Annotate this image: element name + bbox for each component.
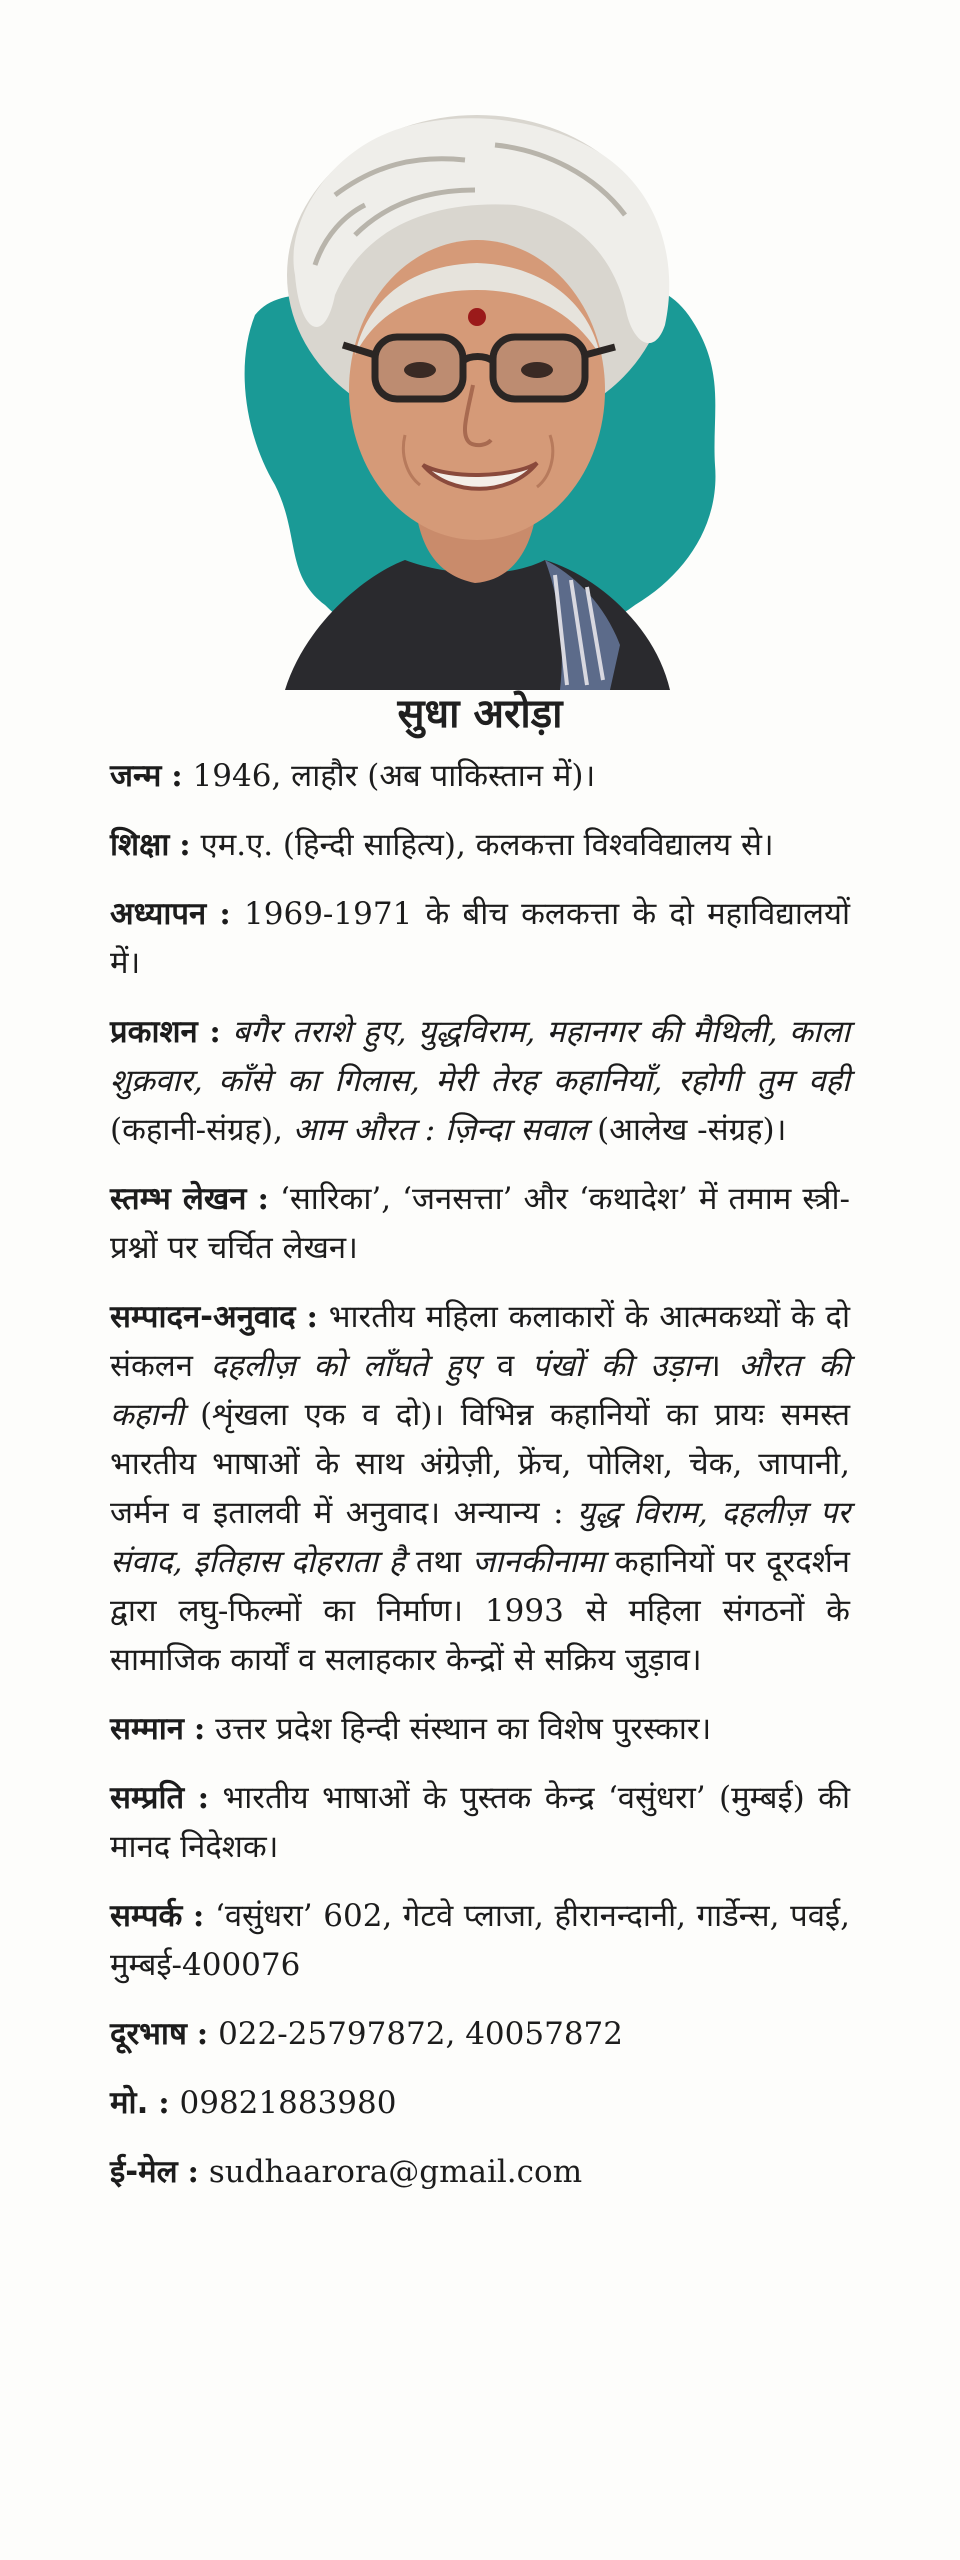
editing-title-3: औरत की कहानी — [110, 1348, 850, 1433]
entry-current — [110, 1774, 850, 1872]
current-text: भारतीय भाषाओं के पुस्तक केन्द्र ‘वसुंधरा’ (मुम्बई) की मानद निदेशक। — [110, 1780, 851, 1865]
separator: : — [209, 1014, 221, 1050]
email-address[interactable]: sudhaarora@gmail.com — [208, 2154, 583, 2190]
author-name: सुधा अरोड़ा — [397, 691, 563, 737]
entry-mobile — [110, 2079, 850, 2128]
separator: : — [179, 827, 191, 863]
label-email: ई-मेल — [110, 2154, 178, 2190]
entry-contact — [110, 1892, 850, 1990]
label-mobile: मो. — [110, 2085, 149, 2121]
separator: : — [257, 1181, 269, 1217]
mobile-number: 09821883980 — [179, 2085, 397, 2121]
publications-essay-note: (आलेख -संग्रह)। — [597, 1112, 787, 1148]
entry-publications — [110, 1008, 850, 1155]
separator: : — [219, 896, 231, 932]
education-text: एम.ए. (हिन्दी साहित्य), कलकत्ता विश्वविद्यालय से। — [200, 827, 774, 863]
editing-title-1: दहलीज़ को लाँघते हुए — [210, 1348, 480, 1384]
separator: : — [197, 1780, 210, 1816]
contact-address: ‘वसुंधरा’ 602, गेटवे प्लाजा, हीरानन्दानी, गार्डेन्स, पवई, मुम्बई-400076 — [110, 1898, 851, 1983]
birth-text: 1946, लाहौर (अब पाकिस्तान में)। — [192, 758, 596, 794]
editing-title-2: पंखों की उड़ान — [531, 1348, 709, 1384]
entry-honor — [110, 1705, 850, 1754]
phone-numbers: 022-25797872, 40057872 — [218, 2016, 623, 2052]
label-column: स्तम्भ लेखन — [110, 1181, 247, 1217]
editing-title-5: जानकीनामा — [472, 1544, 604, 1580]
entry-phone — [110, 2010, 850, 2059]
entry-education — [110, 821, 850, 870]
separator: : — [193, 1711, 206, 1747]
entry-teaching — [110, 890, 850, 988]
teaching-text: 1969-1971 के बीच कलकत्ता के दो महाविद्यालयों में। — [110, 896, 850, 981]
separator: : — [192, 1898, 205, 1934]
label-contact: सम्पर्क — [110, 1898, 183, 1934]
label-birth: जन्म — [110, 758, 162, 794]
editing-text-5: तथा — [415, 1544, 462, 1580]
label-editing: सम्पादन-अनुवाद — [110, 1299, 296, 1335]
label-education: शिक्षा — [110, 827, 170, 863]
publications-essay-title: आम औरत : ज़िन्दा सवाल — [292, 1112, 588, 1148]
editing-text-1: भारतीय महिला कलाकारों के आत्मकथ्यों के दो संकलन — [110, 1299, 850, 1384]
editing-text-4: (शृंखला एक व दो)। विभिन्न कहानियों का प्रायः समस्त भारतीय भाषाओं के साथ अंग्रेज़ी, फ्रेंच, पोलिश, चेक, जापानी, जर्मन व इतालवी में अनुवाद। अन्यान्य : — [110, 1397, 850, 1531]
bindi — [468, 308, 486, 326]
honor-text: उत्तर प्रदेश हिन्दी संस्थान का विशेष पुरस्कार। — [215, 1711, 712, 1747]
editing-text-2: व — [496, 1348, 515, 1384]
publications-story-note: (कहानी-संग्रह), — [110, 1112, 283, 1148]
label-current: सम्प्रति — [110, 1780, 185, 1816]
bio-section — [110, 752, 850, 2217]
entry-email — [110, 2148, 850, 2197]
separator: : — [171, 758, 183, 794]
editing-title-4: युद्ध विराम, दहलीज़ पर संवाद, इतिहास दोहराता है — [110, 1495, 851, 1580]
separator: : — [196, 2016, 209, 2052]
editing-text-3: । — [708, 1348, 721, 1384]
column-text: ‘सारिका’, ‘जनसत्ता’ और ‘कथादेश’ में तमाम स्त्री-प्रश्नों पर चर्चित लेखन। — [110, 1181, 851, 1266]
editing-text-6: कहानियों पर दूरदर्शन द्वारा लघु-फिल्मों का निर्माण। 1993 से महिला संगठनों के सामाजिक कार्यों व सलाहकार केन्द्रों से सक्रिय जुड़ाव। — [110, 1544, 851, 1678]
entry-editing — [110, 1293, 850, 1685]
author-portrait — [215, 105, 730, 690]
separator: : — [158, 2085, 170, 2121]
separator: : — [187, 2154, 199, 2190]
entry-birth — [110, 752, 850, 801]
label-honor: सम्मान — [110, 1711, 184, 1747]
separator: : — [306, 1299, 318, 1335]
label-teaching: अध्यापन — [110, 896, 207, 932]
publications-story-titles: बगैर तराशे हुए, युद्धविराम, महानगर की मैथिली, काला शुक्रवार, काँसे का गिलास, मेरी तेरह कहानियाँ, रहोगी तुम वही — [110, 1014, 851, 1099]
label-publications: प्रकाशन — [110, 1014, 198, 1050]
entry-column — [110, 1175, 850, 1273]
label-phone: दूरभाष — [110, 2016, 187, 2052]
